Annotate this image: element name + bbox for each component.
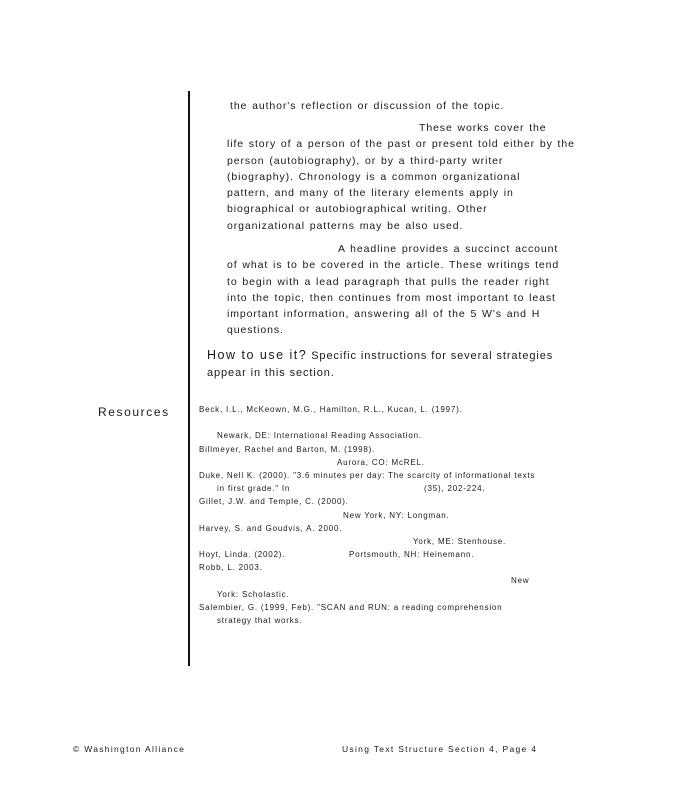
biography-paragraph [227,120,575,234]
reference-line: strategy that works. [217,616,303,625]
how-to-text: Specific instructions for several strategies [311,350,554,362]
reference-line: New [511,576,530,586]
references-list [199,403,535,627]
news-line: into the topic, then continues from most important to least [227,291,556,304]
news-line: of what is to be covered in the article. These writings tend [227,259,560,272]
reference-line: Duke, Nell K. (2000). "3.6 minutes per day: The scarcity of informational texts [199,470,536,480]
reference-line: Billmeyer, Rachel and Barton, M. (1998). [199,444,376,454]
news-paragraph [227,241,559,339]
how-to-use-section [207,347,553,381]
bio-line: pattern, and many of the literary elements apply in [227,187,514,200]
footer-page-info: Using Text Structure Section 4, Page 4 [342,744,538,754]
reference-line: Robb, L. 2003. [199,563,263,573]
reference-line: in first grade." In (35), 202-224. [217,484,486,494]
resources-heading: Resources [98,405,170,419]
bio-line: These works cover the [419,122,547,134]
bio-line: (biography). Chronology is a common organizational [227,170,521,183]
reference-line [199,416,535,429]
reference-line: Gillet, J.W. and Temple, C. (2000). [199,497,349,507]
footer-copyright: © Washington Alliance [73,744,186,754]
reference-line: New York, NY: Longman. [343,510,450,520]
bio-line: biographical or autobiographical writing. Other [227,203,488,216]
news-line: A headline provides a succinct account [338,243,559,255]
reference-line: Salembier, G. (1999, Feb). "SCAN and RUN: a reading comprehension [199,602,503,612]
reference-line: York, ME: Stenhouse. [413,536,507,546]
bio-line: organizational patterns may be also used. [227,219,464,232]
news-line: questions. [227,324,284,337]
reference-line: Harvey, S. and Goudvis, A. 2000. [199,523,343,533]
reference-line: Hoyt, Linda. (2002). Portsmouth, NH: Heinemann. [199,550,475,560]
vertical-divider-rule [188,91,190,666]
news-line: important information, answering all of the 5 W's and H [227,308,541,321]
reference-line: Beck, I.L., McKeown, M.G., Hamilton, R.L., Kucan, L. (1997). [199,405,463,414]
news-line: to begin with a lead paragraph that pulls the reader right [227,275,550,288]
reference-line: York: Scholastic. [217,589,290,599]
bio-line: life story of a person of the past or present told either by the [227,138,575,151]
how-to-text-line2: appear in this section. [207,366,335,379]
how-to-heading: How to use it? [207,348,308,362]
intro-line: the author's reflection or discussion of the topic. [230,100,505,112]
reference-line: Aurora, CO: McREL. [337,457,425,467]
reference-line: Newark, DE: International Reading Association. [217,431,422,441]
bio-line: person (autobiography), or by a third-party writer [227,154,504,167]
